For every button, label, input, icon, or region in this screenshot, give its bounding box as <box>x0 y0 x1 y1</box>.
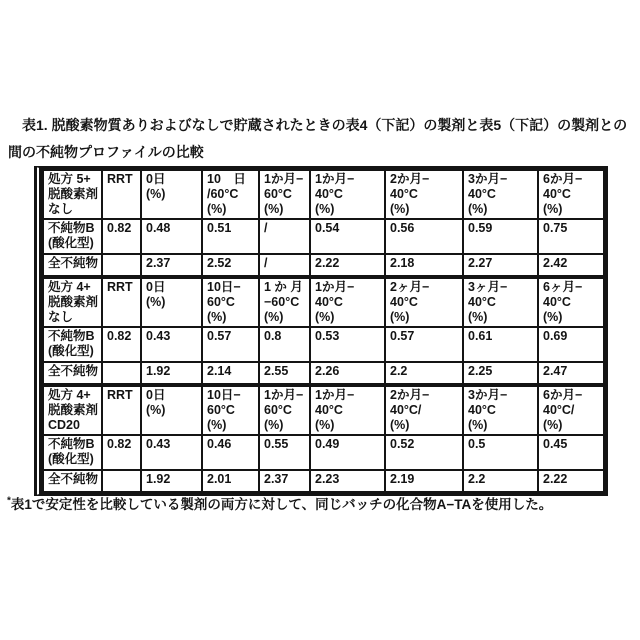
footnote-marker: * <box>7 495 11 507</box>
table-cell: 0.56 <box>385 219 463 254</box>
table-cell: / <box>259 254 310 277</box>
table-cell: 2.23 <box>310 470 385 492</box>
column-header: 1か月− 40°C (%) <box>310 170 385 219</box>
column-header: 3か月− 40°C (%) <box>463 385 538 435</box>
column-header: 1 か 月 −60°C (%) <box>259 277 310 327</box>
column-header: 10日− 60°C (%) <box>202 385 259 435</box>
table-row <box>43 362 604 385</box>
table-cell: 2.18 <box>385 254 463 277</box>
table-cell: 0.49 <box>310 435 385 470</box>
row-label: 全不純物 <box>43 254 102 277</box>
column-header: 1か月− 40°C (%) <box>310 277 385 327</box>
table-cell: 2.19 <box>385 470 463 492</box>
column-header: 2ヶ月− 40°C (%) <box>385 277 463 327</box>
row-label: 全不純物 <box>43 470 102 492</box>
table-cell: 0.82 <box>102 435 141 470</box>
footnote <box>7 496 552 513</box>
column-header: 6か月− 40°C (%) <box>538 170 604 219</box>
table-cell: 0.45 <box>538 435 604 470</box>
table-cell: 0.53 <box>310 327 385 362</box>
footnote-text: 表1で安定性を比較している製剤の両方に対して、同じバッチの化合物A−TAを使用した。 <box>10 497 553 512</box>
table-cell: 2.14 <box>202 362 259 385</box>
row-label: 処方 4+ 脱酸素剤 なし <box>43 277 102 327</box>
table-cell: 0.59 <box>463 219 538 254</box>
table-cell: 0.52 <box>385 435 463 470</box>
table-cell: 0.5 <box>463 435 538 470</box>
table-cell: 2.2 <box>463 470 538 492</box>
column-header: 0日 (%) <box>141 385 202 435</box>
column-header: RRT <box>102 385 141 435</box>
table-row <box>43 219 604 254</box>
row-label: 不純物B (酸化型) <box>43 435 102 470</box>
table-cell: 0.82 <box>102 327 141 362</box>
table-cell: 2.27 <box>463 254 538 277</box>
table-cell: 2.47 <box>538 362 604 385</box>
column-header: 6か月− 40°C/ (%) <box>538 385 604 435</box>
section2-header-row <box>43 277 604 327</box>
table-cell: 0.48 <box>141 219 202 254</box>
column-header: 3か月− 40°C (%) <box>463 170 538 219</box>
table-cell: 2.25 <box>463 362 538 385</box>
row-label: 処方 4+ 脱酸素剤 CD20 <box>43 385 102 435</box>
table-cell: 0.54 <box>310 219 385 254</box>
section1-header-row <box>43 170 604 219</box>
table-cell: 2.26 <box>310 362 385 385</box>
table-cell: 2.37 <box>259 470 310 492</box>
table-row <box>43 435 604 470</box>
table-cell: 0.55 <box>259 435 310 470</box>
table-row <box>43 470 604 492</box>
table-cell: 2.01 <box>202 470 259 492</box>
column-header: 10日− 60°C (%) <box>202 277 259 327</box>
column-header: 1か月− 60°C (%) <box>259 385 310 435</box>
table-cell: 2.55 <box>259 362 310 385</box>
table-cell <box>102 254 141 277</box>
column-header: 0日 (%) <box>141 277 202 327</box>
table-cell: 0.69 <box>538 327 604 362</box>
table-cell: 0.8 <box>259 327 310 362</box>
column-header: 10 日 /60°C (%) <box>202 170 259 219</box>
table-cell: 2.22 <box>310 254 385 277</box>
table-title: 表1. 脱酸素物質ありおよびなしで貯蔵されたときの表4（下記）の製剤と表5（下記）の製剤との間の不純物プロファイルの比較 <box>8 117 628 160</box>
table-cell: 0.61 <box>463 327 538 362</box>
table-cell: 0.46 <box>202 435 259 470</box>
table-cell: 0.75 <box>538 219 604 254</box>
table-cell: 0.57 <box>385 327 463 362</box>
table-cell: 2.22 <box>538 470 604 492</box>
table-row <box>43 254 604 277</box>
table-cell: / <box>259 219 310 254</box>
table-cell: 2.37 <box>141 254 202 277</box>
row-label: 不純物B (酸化型) <box>43 219 102 254</box>
column-header: 0日 (%) <box>141 170 202 219</box>
table-cell: 0.51 <box>202 219 259 254</box>
table-cell: 0.82 <box>102 219 141 254</box>
impurity-comparison-table <box>34 166 608 496</box>
table-cell <box>102 362 141 385</box>
column-header: RRT <box>102 170 141 219</box>
column-header: 1か月− 40°C (%) <box>310 385 385 435</box>
table-cell: 2.42 <box>538 254 604 277</box>
column-header: 6ヶ月− 40°C (%) <box>538 277 604 327</box>
table-cell: 0.43 <box>141 327 202 362</box>
table-row <box>43 327 604 362</box>
column-header: 2か月− 40°C (%) <box>385 170 463 219</box>
table-cell: 0.57 <box>202 327 259 362</box>
column-header: 1か月− 60°C (%) <box>259 170 310 219</box>
table-cell: 0.43 <box>141 435 202 470</box>
row-label: 不純物B (酸化型) <box>43 327 102 362</box>
row-label: 全不純物 <box>43 362 102 385</box>
table-cell: 1.92 <box>141 470 202 492</box>
column-header: RRT <box>102 277 141 327</box>
table-cell: 2.52 <box>202 254 259 277</box>
column-header: 3ヶ月− 40°C (%) <box>463 277 538 327</box>
table-cell: 1.92 <box>141 362 202 385</box>
row-label: 処方 5+ 脱酸素剤 なし <box>43 170 102 219</box>
column-header: 2か月− 40°C/ (%) <box>385 385 463 435</box>
section3-header-row <box>43 385 604 435</box>
table-cell: 2.2 <box>385 362 463 385</box>
data-table <box>42 169 605 493</box>
table-cell <box>102 470 141 492</box>
